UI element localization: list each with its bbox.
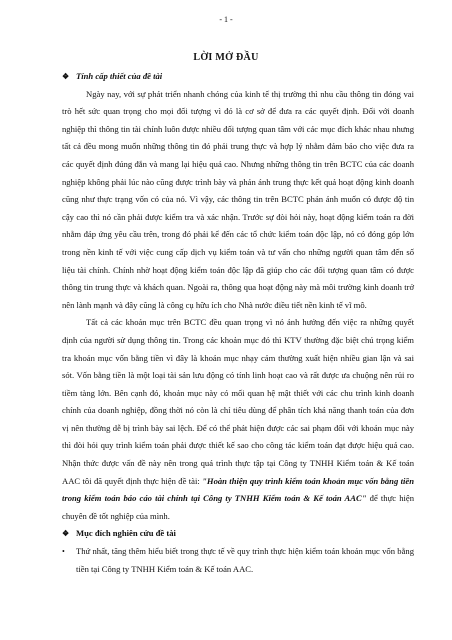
thesis-topic: "Hoàn thiện quy trình kiểm toán khoản mục vốn bằng tiền trong kiểm toán báo cáo tài chính tại Công ty TNHH Kiểm toán & Kế toán AAC" — [62, 475, 414, 504]
bullet-dot-icon: • — [62, 547, 65, 557]
document-body — [62, 68, 414, 578]
diamond-bullet-icon: ❖ — [62, 72, 70, 81]
section-heading-text: Mục đích nghiên cứu đề tài — [76, 528, 176, 539]
section-heading-necessity — [62, 68, 414, 86]
page-title: LỜI MỞ ĐẦU — [193, 52, 259, 63]
list-item-text: Thứ nhất, tăng thêm hiểu biết trong thực tế về quy trình thực hiện kiểm toán khoản mục vốn bằng tiền tại Công ty TNHH Kiểm toán & Kế toán AAC. — [76, 546, 414, 574]
page-number: - 1 - — [219, 15, 233, 24]
paragraph-2-text: Tất cả các khoản mục trên BCTC đều quan trọng vì nó ảnh hưởng đến việc ra những quyết định của người sử dụng thông tin. Trong các khoản mục đó thì KTV thường đặc biệt chú trọng kiểm tra khoản mục vốn bằng tiền vì đây là khoản mục nhạy cảm thường xuất hiện nhiều gian lận và sai sót. Vốn bằng tiền là một loại tài sản lưu động có tính linh hoạt cao và rất được ưa chuộng nên rủi ro tiềm tàng lớn. Bên cạnh đó, khoản mục này có mối quan hệ mật thiết với các chu trình kinh doanh chính của doanh nghiệp, đồng thời nó còn là chỉ tiêu dùng để phân tích khả năng thanh toán của đơn vị nên thường dễ bị trình bày sai lệch. Để có thể phát hiện được các sai phạm đối với khoản mục này thì đòi hỏi quy trình kiểm toán phải được thiết kế sao cho công tác kiểm toán đạt được hiệu quả cao. Nhận thức được vấn đề này nên trong quá trình thực tập tại Công ty TNHH Kiểm toán & Kế toán AAC tôi đã quyết định thực hiện đề tài: — [62, 317, 414, 486]
section-heading-purpose — [62, 525, 414, 543]
diamond-bullet-icon: ❖ — [62, 529, 70, 539]
paragraph-2-end: để thực hiện chuyên đề tốt nghiệp của mình. — [62, 493, 414, 521]
paragraph-2 — [62, 314, 414, 525]
paragraph-1: Ngày nay, với sự phát triển nhanh chóng của kinh tế thị trường thì nhu cầu thông tin đóng vai trò hết sức quan trọng cho mọi đối tượng vì đó là cơ sở để đưa ra các quyết định. Đối với doanh nghiệp thì thông tin tài chính luôn được nhiều đối tượng quan tâm với các mục đích khác nhau nhưng tất cả đều mong muốn những thông tin đó phải trung thực và hợp lý nhằm đảm bảo cho việc đưa ra các quyết định đúng đắn và mang lại hiệu quả cao. Nhưng những thông tin trên BCTC của các doanh nghiệp không phải lúc nào cũng được trình bày và phản ánh trung thực kết quả hoạt động kinh doanh cũng như thực trạng vốn có của nó. Vì vậy, các thông tin trên BCTC phản ánh muốn có được độ tin cậy cao thì nó cần phải được kiểm tra và xác nhận. Trước sự đòi hỏi này, hoạt động kiểm toán ra đời nhằm đáp ứng yêu cầu trên, trong đó phải kể đến các tổ chức kiểm toán độc lập, nó có đóng góp lớn trong nền kinh tế với việc cung cấp dịch vụ kiểm toán và tư vấn cho những người quan tâm đến số liệu tài chính. Chính nhờ hoạt động kiểm toán độc lập đã giúp cho các đối tượng quan tâm có được thông tin trung thực và khách quan. Ngoài ra, thông qua hoạt động này mà môi trường kinh doanh trở nên lành mạnh và đây cũng là công cụ hữu ích cho Nhà nước điều tiết nền kinh tế vĩ mô. — [62, 88, 414, 310]
section-heading-text: Tính cấp thiết của đề tài — [76, 71, 163, 81]
list-item — [62, 543, 414, 578]
